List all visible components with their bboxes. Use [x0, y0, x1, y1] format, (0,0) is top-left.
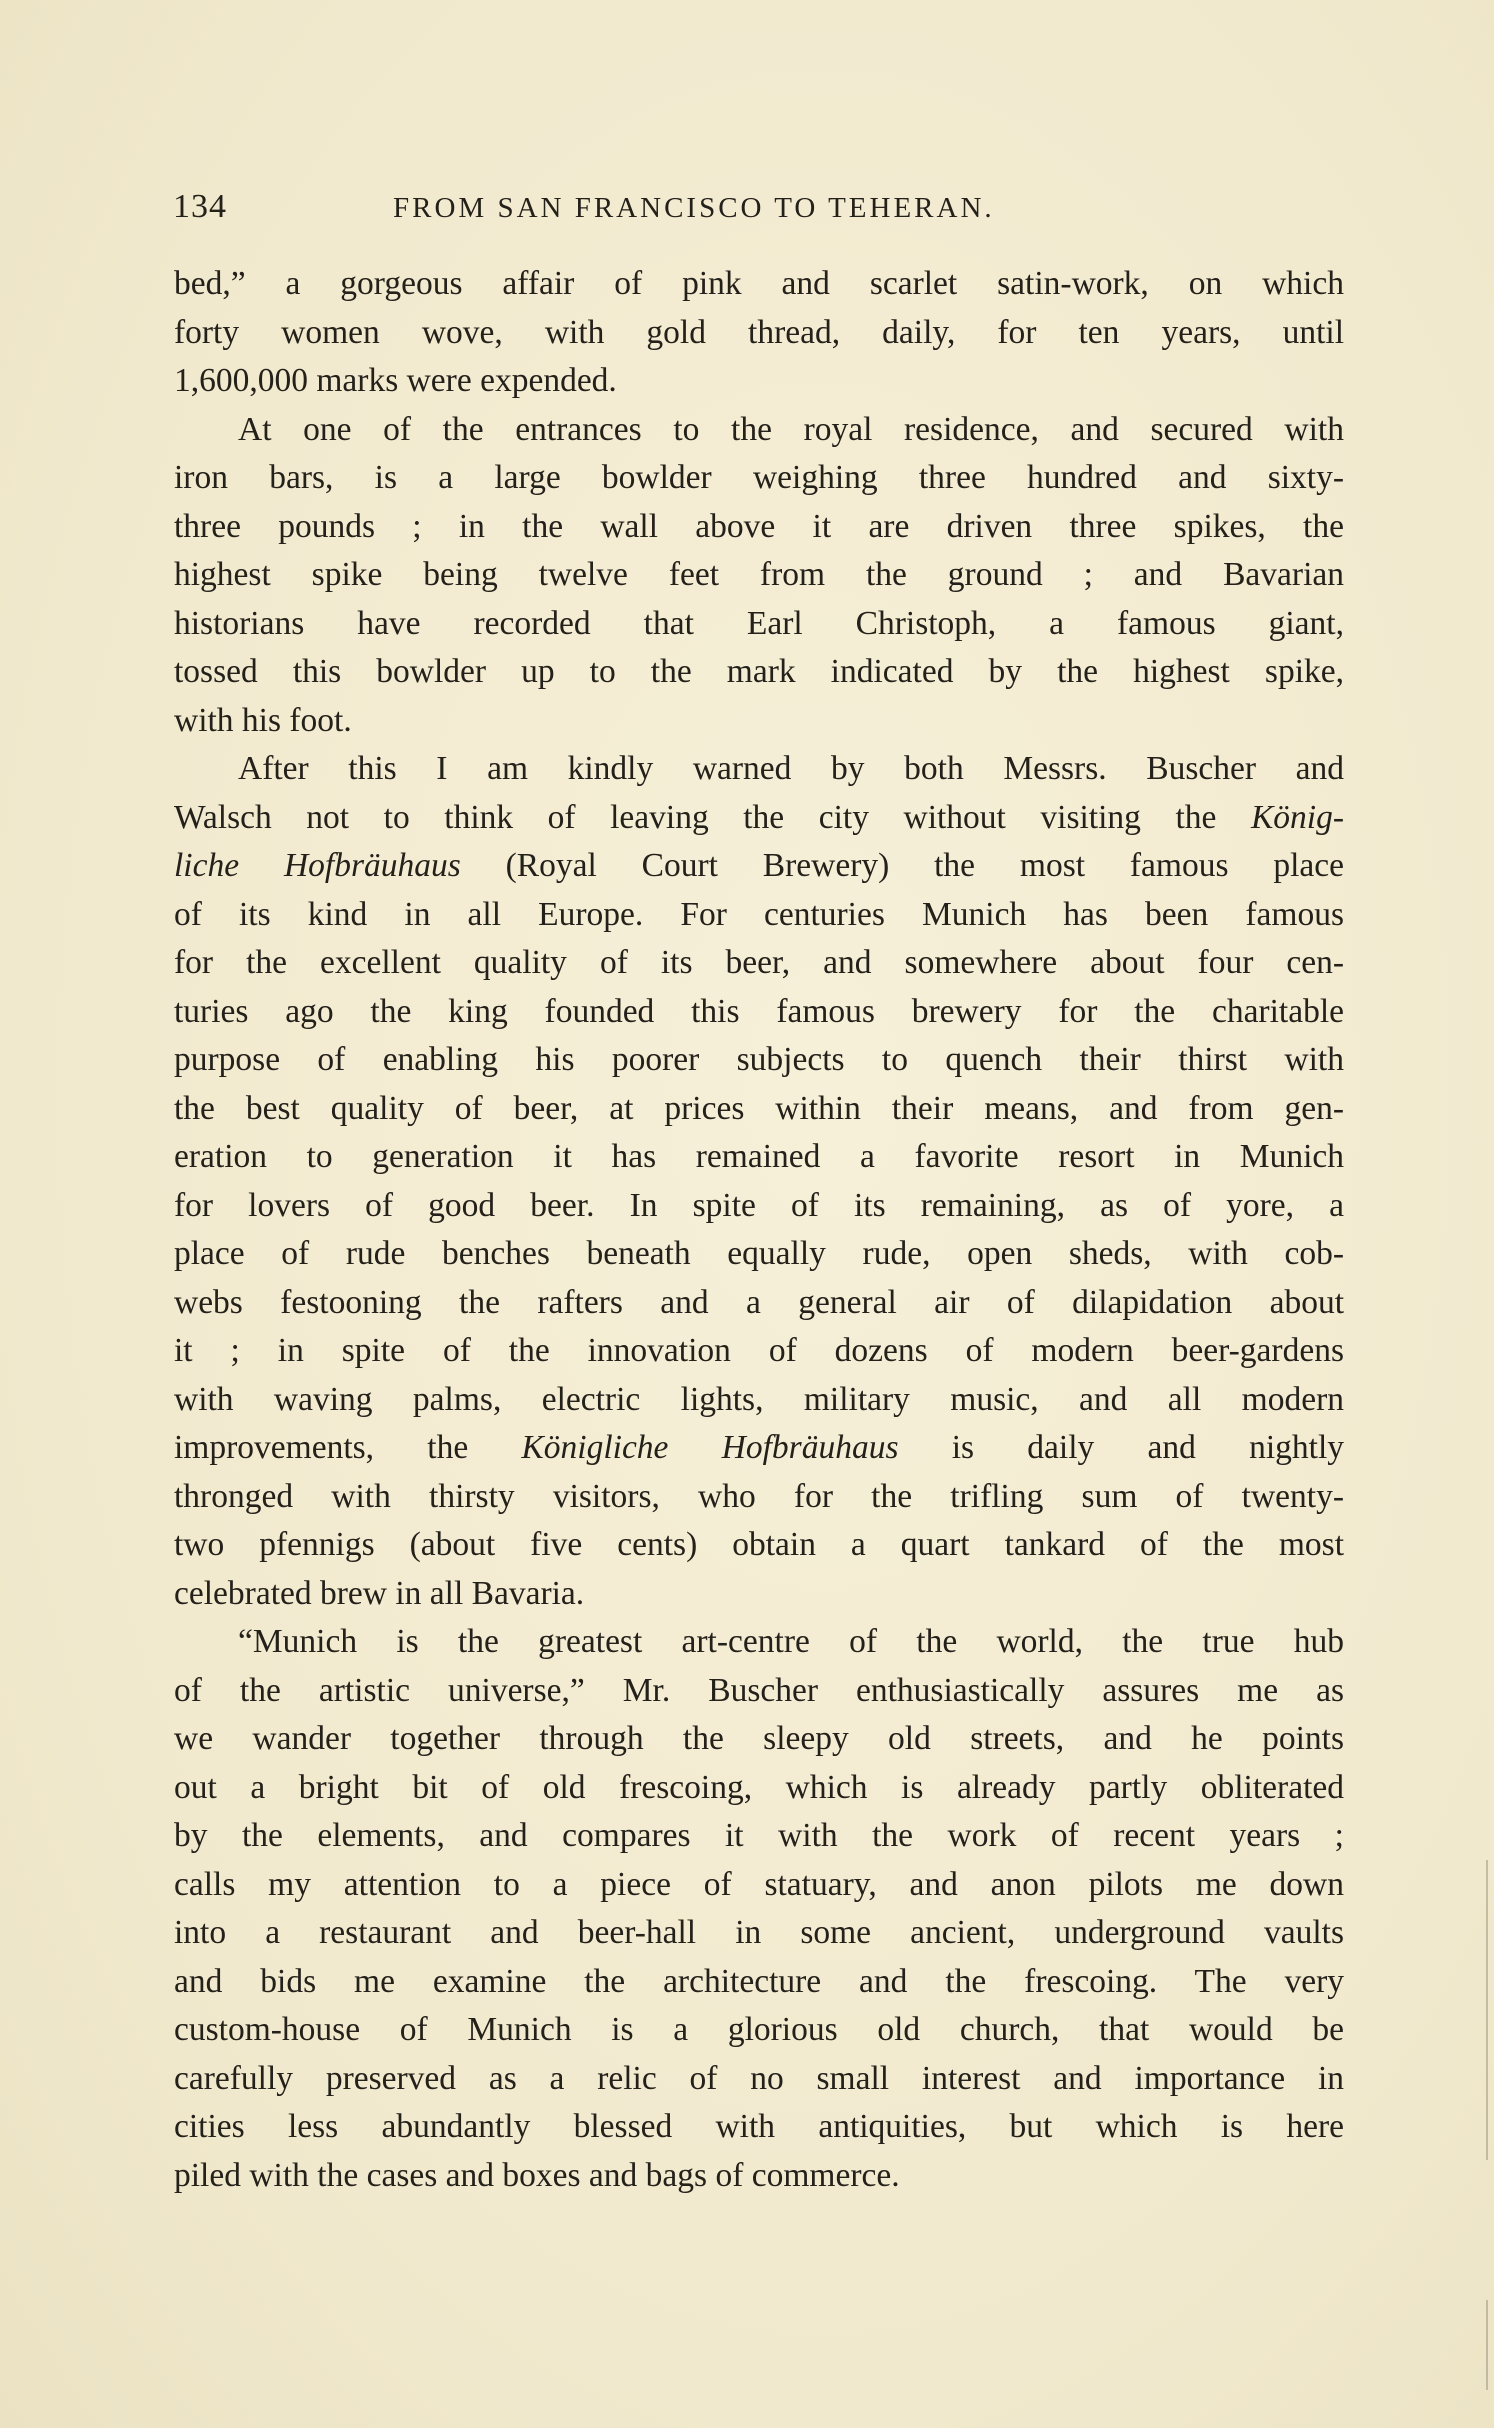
text-line [174, 1133, 1344, 1182]
text-line [174, 1812, 1344, 1861]
text-line [174, 454, 1344, 503]
line-text: custom-house of Munich is a glorious old church, that would be [174, 2011, 1344, 2048]
text-line [174, 2103, 1344, 2152]
running-title: FROM SAN FRANCISCO TO TEHERAN. [393, 192, 995, 224]
text-line [174, 1861, 1344, 1910]
line-text: place of rude benches beneath equally rude, open sheds, with cob- [174, 1235, 1344, 1272]
text-line [174, 600, 1344, 649]
text-line [174, 648, 1344, 697]
line-text: cities less abundantly blessed with antiquities, but which is here [174, 2108, 1344, 2145]
line-text: out a bright bit of old frescoing, which is already partly obliterated [174, 1768, 1344, 1806]
page-edge-shadow-lower [1486, 2300, 1488, 2390]
line-text: of the artistic universe,” Mr. Buscher enthusiastically assures me as [174, 1671, 1344, 1709]
line-text: historians have recorded that Earl Christoph, a famous giant, [174, 604, 1344, 642]
text-line [174, 1667, 1344, 1716]
text-line [174, 988, 1344, 1037]
line-text: carefully preserved as a relic of no small interest and importance in [174, 2059, 1344, 2097]
text-line [174, 309, 1344, 358]
text-line [174, 794, 1344, 843]
italic-text: König- [1250, 798, 1344, 836]
line-text: turies ago the king founded this famous brewery for the charitable [174, 992, 1344, 1030]
line-text: eration to generation it has remained a favorite resort in Munich [174, 1138, 1344, 1175]
line-text: purpose of enabling his poorer subjects to quench their thirst with [174, 1041, 1344, 1078]
italic-text: Königliche Hofbräuhaus [521, 1429, 899, 1466]
text-line [174, 1036, 1344, 1085]
line-text: of its kind in all Europe. For centuries Munich has been famous [174, 895, 1344, 933]
line-text: 1,600,000 marks were expended. [174, 362, 617, 399]
line-text: for lovers of good beer. In spite of its remaining, as of yore, a [174, 1186, 1344, 1224]
line-text: (Royal Court Brewery) the most famous place [460, 847, 1344, 884]
line-text: calls my attention to a piece of statuary, and anon pilots me down [174, 1865, 1344, 1903]
italic-text: liche Hofbräuhaus [174, 847, 461, 884]
text-line [174, 842, 1344, 891]
line-text: Walsch not to think of leaving the city without visiting the [174, 798, 1251, 836]
text-line [174, 1376, 1344, 1425]
line-text: we wander together through the sleepy old streets, and he points [174, 1720, 1344, 1757]
line-text: three pounds ; in the wall above it are driven three spikes, the [174, 507, 1344, 545]
line-text: forty women wove, with gold thread, daily, for ten years, until [174, 313, 1344, 351]
body-text [174, 260, 1344, 2200]
text-line [174, 1085, 1344, 1134]
text-line [174, 2055, 1344, 2104]
text-line [174, 1764, 1344, 1813]
line-text-after: is daily and nightly [898, 1429, 1345, 1466]
line-text: webs festooning the rafters and a general air of dilapidation about [174, 1283, 1344, 1321]
text-line [174, 1230, 1344, 1279]
line-text: bed,” a gorgeous affair of pink and scarlet satin-work, on which [174, 265, 1344, 302]
text-line [174, 1473, 1344, 1522]
text-line [174, 1715, 1344, 1764]
line-text: celebrated brew in all Bavaria. [174, 1574, 585, 1612]
line-text: it ; in spite of the innovation of dozens of modern beer-gardens [174, 1332, 1344, 1369]
line-text: and bids me examine the architecture and the frescoing. The very [174, 1962, 1344, 2000]
text-line [174, 1327, 1344, 1376]
text-line [174, 503, 1344, 552]
line-text: improvements, the [174, 1429, 522, 1466]
text-line [174, 1521, 1344, 1570]
page-number: 134 [173, 188, 227, 225]
line-text: highest spike being twelve feet from the ground ; and Bavarian [174, 556, 1344, 593]
line-text: “Munich is the greatest art-centre of the world, the true hub [238, 1623, 1344, 1660]
line-text: into a restaurant and beer-hall in some ancient, underground vaults [174, 1914, 1344, 1951]
line-text: for the excellent quality of its beer, and somewhere about four cen- [174, 944, 1344, 981]
line-text: with his foot. [174, 701, 352, 739]
line-text: iron bars, is a large bowlder weighing three hundred and sixty- [174, 459, 1344, 496]
text-line [174, 1618, 1344, 1667]
text-line [174, 1279, 1344, 1328]
page-header [173, 188, 1345, 232]
text-line [174, 697, 1344, 746]
text-line [174, 891, 1344, 940]
line-text: the best quality of beer, at prices within their means, and from gen- [174, 1089, 1344, 1127]
line-text: by the elements, and compares it with the work of recent years ; [174, 1817, 1344, 1854]
text-line [174, 357, 1344, 406]
page-edge-shadow [1486, 1860, 1488, 2160]
line-text: At one of the entrances to the royal residence, and secured with [238, 410, 1344, 448]
text-line [174, 1958, 1344, 2007]
text-line [174, 939, 1344, 988]
text-line [174, 2006, 1344, 2055]
text-line [174, 1570, 1344, 1619]
text-line [174, 260, 1344, 309]
line-text: tossed this bowlder up to the mark indicated by the highest spike, [174, 653, 1344, 690]
line-text: thronged with thirsty visitors, who for the trifling sum of twenty- [174, 1477, 1344, 1515]
text-line [174, 551, 1344, 600]
text-line [174, 406, 1344, 455]
text-line [174, 1909, 1344, 1958]
text-line [174, 1182, 1344, 1231]
line-text: piled with the cases and boxes and bags of commerce. [174, 2156, 900, 2194]
text-line [174, 1424, 1344, 1473]
text-line [174, 2152, 1344, 2201]
line-text: After this I am kindly warned by both Messrs. Buscher and [238, 750, 1344, 787]
text-line [174, 745, 1344, 794]
line-text: with waving palms, electric lights, military music, and all modern [174, 1380, 1344, 1418]
line-text: two pfennigs (about five cents) obtain a quart tankard of the most [174, 1526, 1344, 1563]
